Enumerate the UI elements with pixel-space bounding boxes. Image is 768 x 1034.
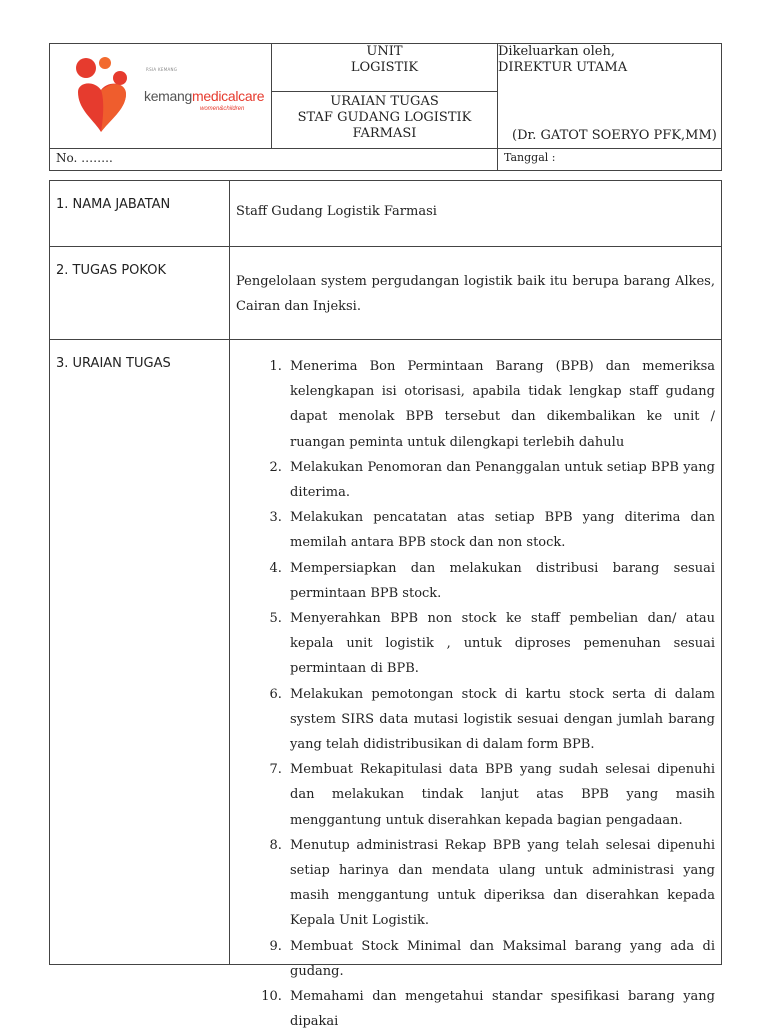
- table-row: [50, 181, 722, 247]
- document-number: No. ……..: [50, 149, 498, 171]
- issued-by-title: DIREKTUR UTAMA: [498, 60, 628, 75]
- row-label: 1. NAMA JABATAN: [50, 181, 230, 247]
- table-row: [50, 340, 722, 965]
- list-item: 7. Membuat Rekapitulasi data BPB yang sudah selesai dipenuhi dan melakukan tindak lanjut atas BPB yang masih menggantung untuk diserahkan kepada bagian pengadaan.: [286, 757, 715, 833]
- list-item: 2. Melakukan Penomoran dan Penanggalan untuk setiap BPB yang diterima.: [286, 455, 715, 505]
- heart-family-icon: [74, 54, 144, 134]
- doc-title-line-3: FARMASI: [352, 126, 417, 141]
- doc-title-line-1: URAIAN TUGAS: [330, 94, 439, 109]
- logo-tagline: RSIA KEMANG: [146, 67, 178, 72]
- doc-title-line-2: STAF GUDANG LOGISTIK: [297, 110, 472, 125]
- list-item: 5. Menyerahkan BPB non stock ke staff pembelian dan/ atau kepala unit logistik , untuk diproses pemenuhan sesuai permintaan di BPB.: [286, 606, 715, 682]
- main-task-value: Pengelolaan system pergudangan logistik baik itu berupa barang Alkes, Cairan dan Injeksi.: [230, 247, 722, 340]
- job-description-table: [49, 180, 722, 1030]
- list-item: 3. Melakukan pencatatan atas setiap BPB yang diterima dan memilah antara BPB stock dan non stock.: [286, 505, 715, 555]
- logo-subtitle: women&children: [200, 106, 245, 112]
- job-title-value: Staff Gudang Logistik Farmasi: [230, 181, 722, 247]
- kemang-medical-care-logo: [74, 54, 274, 134]
- list-item: 4. Mempersiapkan dan melakukan distribusi barang sesuai permintaan BPB stock.: [286, 556, 715, 606]
- signatory-name: (Dr. GATOT SOERYO PFK,MM): [512, 128, 717, 143]
- duties-list: [236, 354, 715, 1034]
- unit-label: UNIT: [366, 44, 403, 59]
- row-label: 3. URAIAN TUGAS: [50, 340, 230, 965]
- issued-by-label: Dikeluarkan oleh,: [498, 44, 615, 59]
- duties-cell: [230, 340, 722, 1030]
- unit-cell: [272, 44, 498, 92]
- row-label: 2. TUGAS POKOK: [50, 247, 230, 340]
- document-title-cell: [272, 92, 498, 149]
- table-row: [50, 247, 722, 340]
- list-item: 1. Menerima Bon Permintaan Barang (BPB) dan memeriksa kelengkapan isi otorisasi, apabila tidak lengkap staff gudang dapat menolak BPB tersebut dan dikembalikan ke unit / ruangan peminta untuk dilengkapi terlebih dahulu: [286, 354, 715, 455]
- list-item: 8. Menutup administrasi Rekap BPB yang telah selesai dipenuhi setiap harinya dan mendata ulang untuk administrasi yang masih menggantung untuk diperiksa dan diserahkan kepada Kepala Unit Logistik.: [286, 833, 715, 934]
- logo-wordmark: kemangmedicalcare: [144, 88, 265, 104]
- list-item: 6. Melakukan pemotongan stock di kartu stock serta di dalam system SIRS data mutasi logistik sesuai dengan jumlah barang yang telah didistribusikan di dalam form BPB.: [286, 682, 715, 758]
- list-item: 10. Memahami dan mengetahui standar spesifikasi barang yang dipakai: [286, 984, 715, 1034]
- issuer-cell: [498, 44, 722, 149]
- unit-value: LOGISTIK: [350, 60, 419, 75]
- logo-cell: [50, 44, 272, 149]
- document-header: [49, 43, 722, 171]
- list-item: 9. Membuat Stock Minimal dan Maksimal barang yang ada di gudang.: [286, 934, 715, 984]
- document-date: Tanggal :: [498, 149, 722, 171]
